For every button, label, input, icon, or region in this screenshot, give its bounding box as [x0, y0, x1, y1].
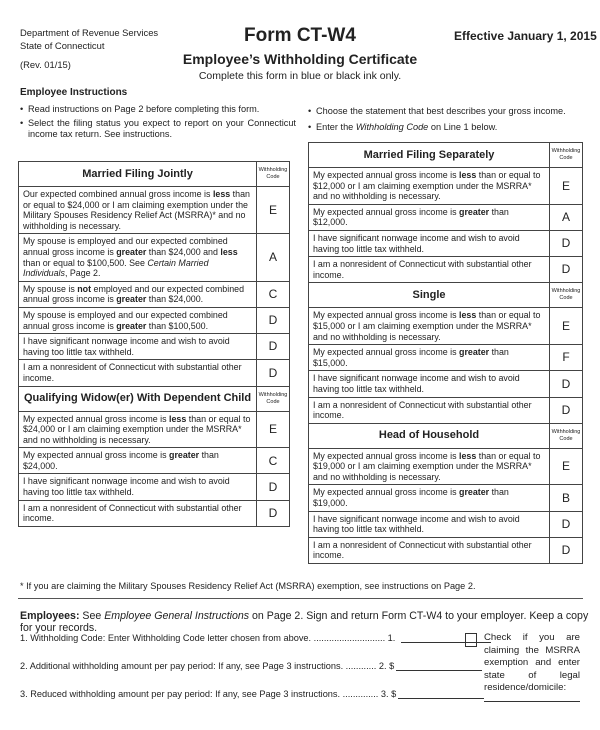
- table-row: [19, 334, 290, 360]
- reduced-withholding-input[interactable]: [398, 688, 484, 699]
- table-row: [309, 204, 583, 230]
- state-name: State of Connecticut: [20, 40, 105, 51]
- table-row: [19, 187, 290, 234]
- withholding-code: D: [550, 371, 583, 397]
- income-statement: I am a nonresident of Connecticut with substantial other income.: [309, 257, 550, 283]
- income-statement: My expected annual gross income is less than or equal to $15,000 or I am claiming exemption under the MSRRA* and no withholding is necessary.: [309, 308, 550, 345]
- income-statement: I have significant nonwage income and wish to avoid having too little tax withheld.: [19, 474, 257, 500]
- income-statement: I have significant nonwage income and wish to avoid having too little tax withheld.: [309, 371, 550, 397]
- right-instructions: [308, 106, 588, 133]
- withholding-code: E: [257, 187, 290, 234]
- table-row: [309, 257, 583, 283]
- withholding-code: D: [257, 474, 290, 500]
- withholding-code-header: Withholding Code: [550, 283, 583, 308]
- filing-status-heading: Head of Household: [309, 423, 550, 448]
- effective-date: Effective January 1, 2015: [454, 29, 597, 43]
- filing-status-heading: Qualifying Widow(er) With Dependent Child: [19, 386, 257, 411]
- income-statement: My expected annual gross income is greater than $12,000.: [309, 204, 550, 230]
- withholding-code: D: [550, 397, 583, 423]
- table-row: [309, 308, 583, 345]
- left-filing-tables: [18, 161, 290, 527]
- withholding-code: E: [550, 168, 583, 205]
- additional-withholding-input[interactable]: [396, 660, 482, 671]
- form-title: Form CT-W4: [244, 25, 356, 46]
- withholding-code-header: Withholding Code: [550, 423, 583, 448]
- income-statement: I am a nonresident of Connecticut with substantial other income.: [309, 537, 550, 563]
- filing-status-heading: Married Filing Jointly: [19, 162, 257, 187]
- table-row: [309, 345, 583, 371]
- income-statement: My spouse is not employed and our expected combined annual gross income is greater than $24,000.: [19, 281, 257, 307]
- withholding-code: D: [550, 257, 583, 283]
- income-statement: I am a nonresident of Connecticut with substantial other income.: [19, 500, 257, 526]
- department-name: Department of Revenue Services: [20, 27, 159, 38]
- table-row: [19, 307, 290, 333]
- employees-note: Employees: See Employee General Instructions on Page 2. Sign and return Form CT-W4 to your employer. Keep a copy for your records.: [20, 610, 589, 634]
- income-statement: My expected annual gross income is greater than $19,000.: [309, 485, 550, 511]
- table-row: [19, 500, 290, 526]
- withholding-code-input[interactable]: [401, 632, 491, 643]
- revision: (Rev. 01/15): [20, 59, 71, 70]
- income-statement: My expected annual gross income is greater than $15,000.: [309, 345, 550, 371]
- instruction-item: • Choose the statement that best describes your gross income.: [308, 106, 566, 116]
- withholding-code: D: [257, 334, 290, 360]
- left-instructions: [20, 104, 296, 140]
- table-row: [309, 448, 583, 485]
- income-statement: My expected annual gross income is greater than $24,000.: [19, 448, 257, 474]
- form-subtitle: Employee’s Withholding Certificate: [182, 51, 418, 67]
- withholding-code: A: [257, 234, 290, 281]
- withholding-code: C: [257, 281, 290, 307]
- income-statement: My expected annual gross income is less than or equal to $19,000 or I am claiming exemption under the MSRRA* and no withholding is necessary.: [309, 448, 550, 485]
- table-header-row: [309, 423, 583, 448]
- line-1: 1. Withholding Code: Enter Withholding Code letter chosen from above. ............................ 1.: [20, 632, 491, 643]
- withholding-code: D: [257, 360, 290, 386]
- withholding-code: D: [257, 307, 290, 333]
- state-residence-input[interactable]: [484, 701, 580, 702]
- withholding-code: E: [257, 411, 290, 448]
- income-statement: I am a nonresident of Connecticut with substantial other income.: [19, 360, 257, 386]
- table-row: [19, 411, 290, 448]
- income-statement: My spouse is employed and our expected combined annual gross income is greater than $100,500.: [19, 307, 257, 333]
- withholding-code: D: [550, 537, 583, 563]
- income-statement: I am a nonresident of Connecticut with substantial other income.: [309, 397, 550, 423]
- withholding-code: F: [550, 345, 583, 371]
- income-statement: I have significant nonwage income and wish to avoid having too little tax withheld.: [309, 230, 550, 256]
- income-statement: Our expected combined annual gross income is less than or equal to $24,000 or I am claiming exemption under the Military Spouses Residency Relief Act (MSRRA)* and no withholding is necessary.: [19, 187, 257, 234]
- withholding-code: D: [550, 511, 583, 537]
- line-3: 3. Reduced withholding amount per pay period: If any, see Page 3 instructions. .............. 3. $: [20, 688, 484, 699]
- withholding-code-header: Withholding Code: [257, 162, 290, 187]
- msrra-check-label: Check if you are claiming the MSRRA exemption and enter state of legal residence/domicile:: [484, 632, 580, 694]
- table-row: [309, 371, 583, 397]
- table-row: [309, 511, 583, 537]
- withholding-code-header: Withholding Code: [550, 143, 583, 168]
- table-header-row: [19, 386, 290, 411]
- ink-instruction: Complete this form in blue or black ink only.: [198, 70, 402, 82]
- income-statement: My spouse is employed and our expected combined annual gross income is greater than $24,000 and less than or equal to $100,500. See Certain Married Individuals, Page 2.: [19, 234, 257, 281]
- instruction-item: • Read instructions on Page 2 before completing this form.: [20, 104, 260, 114]
- table-header-row: [309, 143, 583, 168]
- table-row: [19, 474, 290, 500]
- withholding-code: A: [550, 204, 583, 230]
- msrra-checkbox[interactable]: [465, 633, 477, 647]
- right-filing-tables: [308, 142, 583, 564]
- line-2: 2. Additional withholding amount per pay period: If any, see Page 3 instructions. ............ 2. $: [20, 660, 482, 671]
- income-statement: I have significant nonwage income and wish to avoid having too little tax withheld.: [309, 511, 550, 537]
- instruction-item: • Select the filing status you expect to report on your Connecticut income tax return. See instructions.: [20, 118, 296, 139]
- table-row: [309, 230, 583, 256]
- msrra-footnote: * If you are claiming the Military Spouses Residency Relief Act (MSRRA) exemption, see instructions on Page 2.: [20, 581, 476, 591]
- instructions-heading: Employee Instructions: [20, 87, 128, 98]
- withholding-code: E: [550, 448, 583, 485]
- income-statement: My expected annual gross income is less than or equal to $12,000 or I am claiming exemption under the MSRRA* and no withholding is necessary.: [309, 168, 550, 205]
- table-row: [19, 281, 290, 307]
- instruction-item: • Enter the Withholding Code on Line 1 below.: [308, 122, 498, 132]
- filing-status-heading: Married Filing Separately: [309, 143, 550, 168]
- table-header-row: [19, 162, 290, 187]
- table-row: [19, 360, 290, 386]
- table-row: [19, 234, 290, 281]
- withholding-code: B: [550, 485, 583, 511]
- table-row: [309, 485, 583, 511]
- withholding-code-header: Withholding Code: [257, 386, 290, 411]
- income-statement: My expected annual gross income is less than or equal to $24,000 or I am claiming exemption under the MSRRA* and no withholding is necessary.: [19, 411, 257, 448]
- filing-status-heading: Single: [309, 283, 550, 308]
- table-row: [309, 537, 583, 563]
- table-header-row: [309, 283, 583, 308]
- withholding-code: D: [257, 500, 290, 526]
- withholding-code: C: [257, 448, 290, 474]
- withholding-code: E: [550, 308, 583, 345]
- table-row: [19, 448, 290, 474]
- table-row: [309, 397, 583, 423]
- table-row: [309, 168, 583, 205]
- withholding-code: D: [550, 230, 583, 256]
- divider: [18, 598, 583, 599]
- income-statement: I have significant nonwage income and wish to avoid having too little tax withheld.: [19, 334, 257, 360]
